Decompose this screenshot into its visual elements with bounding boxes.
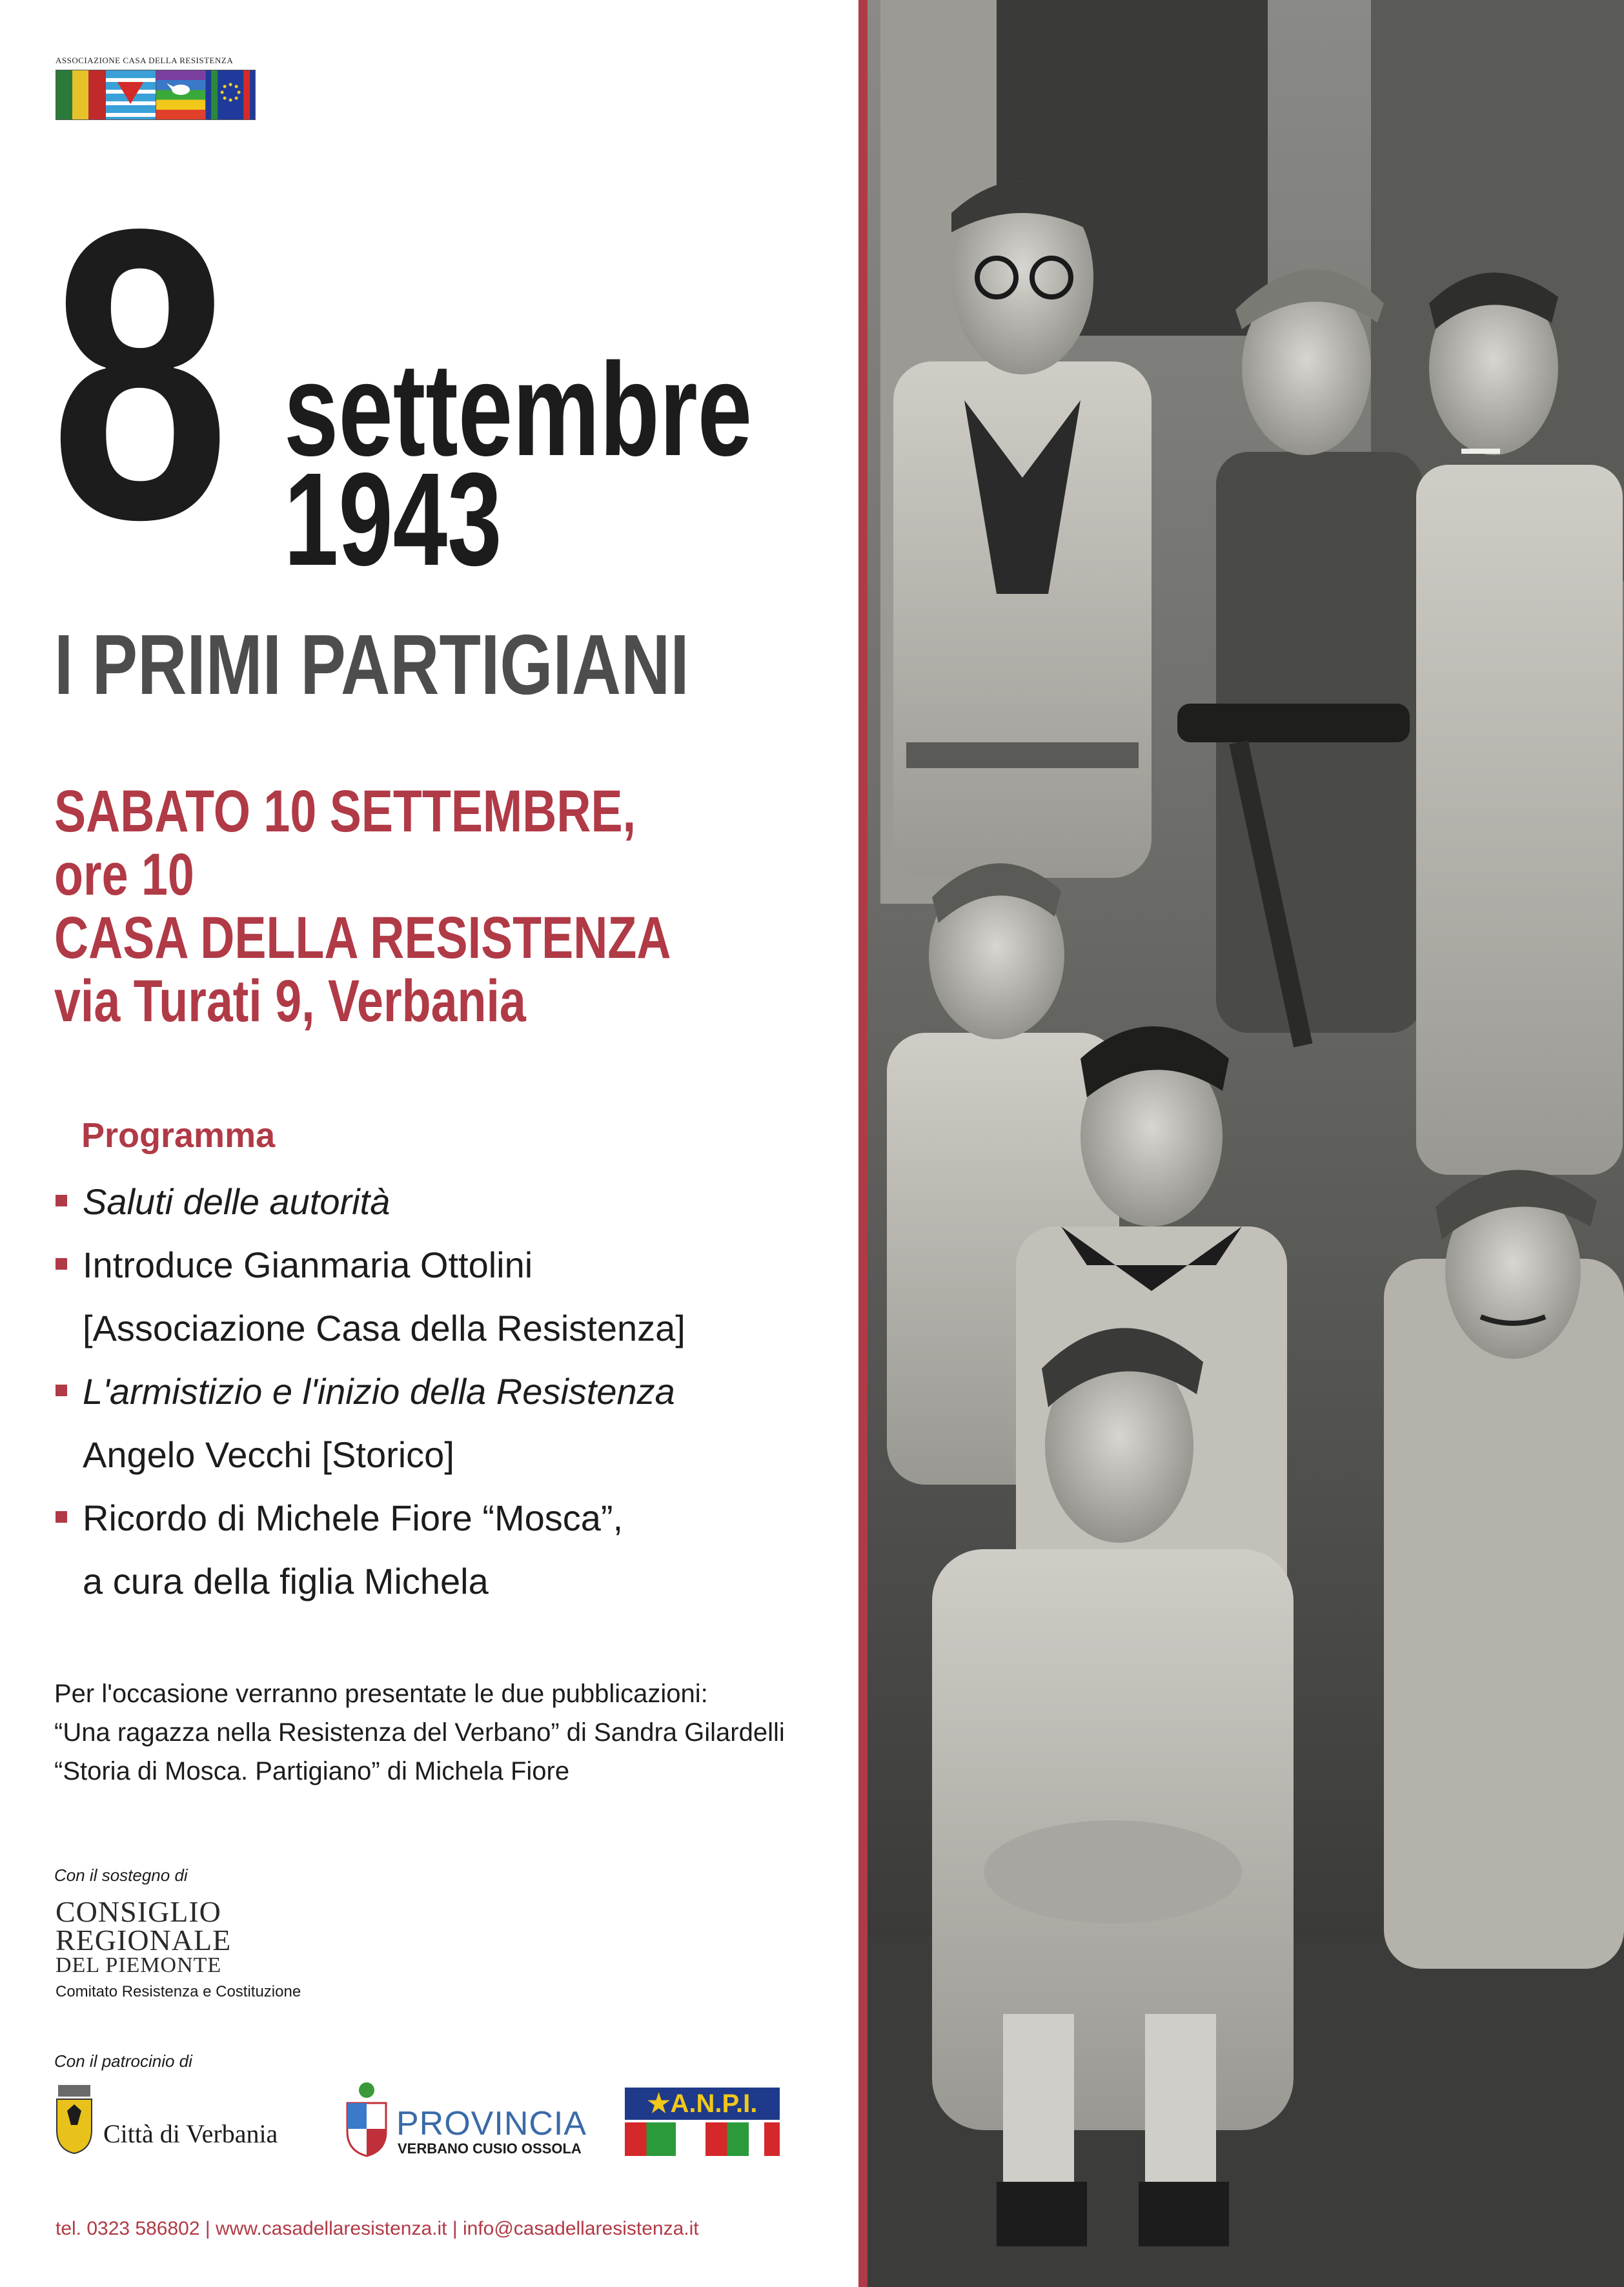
event-venue: CASA DELLA RESISTENZA bbox=[54, 905, 671, 971]
citta-verbania-name: Città di Verbania bbox=[103, 2119, 278, 2148]
program-item bbox=[56, 1245, 533, 1286]
association-name: ASSOCIAZIONE CASA DELLA RESISTENZA bbox=[56, 56, 234, 65]
program-item-text: Saluti delle autorità bbox=[83, 1181, 391, 1222]
association-logo bbox=[56, 56, 256, 128]
program-item-sub: Angelo Vecchi [Storico] bbox=[83, 1434, 454, 1475]
publication-2: “Storia di Mosca. Partigiano” di Michela Fiore bbox=[54, 1757, 570, 1785]
headline-day: 8 bbox=[50, 143, 220, 605]
publications-intro: Per l'occasione verranno presentate le due pubblicazioni: bbox=[54, 1680, 708, 1708]
program-item-text: Introduce Gianmaria Ottolini bbox=[83, 1245, 533, 1285]
flag-blue-white-icon bbox=[106, 70, 156, 119]
consiglio-regionale-logo bbox=[56, 1895, 327, 2001]
consiglio-line-1: CONSIGLIO bbox=[56, 1895, 221, 1928]
program-item-text: L'armistizio e l'inizio della Resistenza bbox=[83, 1371, 675, 1412]
bullet-icon bbox=[56, 1511, 67, 1523]
bullet-icon bbox=[56, 1385, 67, 1396]
anpi-text: A.N.P.I. bbox=[670, 2089, 758, 2118]
headline-month: settembre bbox=[284, 336, 753, 483]
provincia-crest-icon bbox=[342, 2081, 391, 2159]
verbania-crest-icon bbox=[54, 2085, 94, 2155]
anpi-name: ★A.N.P.I. bbox=[625, 2088, 780, 2120]
event-time: ore 10 bbox=[54, 842, 194, 908]
provincia-vco-logo bbox=[342, 2079, 587, 2162]
headline-subtitle: I PRIMI PARTIGIANI bbox=[54, 617, 689, 712]
event-address: via Turati 9, Verbania bbox=[54, 968, 526, 1034]
program-item-sub: a cura della figlia Michela bbox=[83, 1561, 489, 1601]
bullet-icon bbox=[56, 1195, 67, 1206]
program-title: Programma bbox=[81, 1116, 276, 1155]
citta-verbania-logo bbox=[54, 2085, 325, 2156]
program-item bbox=[56, 1371, 675, 1412]
headline-year: 1943 bbox=[284, 445, 502, 593]
program-item bbox=[56, 1181, 390, 1223]
patronage-logos bbox=[54, 2079, 790, 2169]
anpi-flag-icon bbox=[625, 2122, 780, 2156]
program-item bbox=[56, 1498, 623, 1539]
event-date: SABATO 10 SETTEMBRE, bbox=[54, 778, 636, 844]
program-item-text: Ricordo di Michele Fiore “Mosca”, bbox=[83, 1498, 624, 1538]
consiglio-line-3: DEL PIEMONTE bbox=[56, 1953, 222, 1977]
anpi-logo bbox=[625, 2088, 780, 2159]
publication-1: “Una ragazza nella Resistenza del Verbano” di Sandra Gilardelli bbox=[54, 1718, 785, 1747]
patronage-label: Con il patrocinio di bbox=[54, 2051, 192, 2071]
peace-flag-icon bbox=[156, 70, 206, 119]
eu-flag-icon bbox=[206, 70, 255, 119]
program-item-sub: [Associazione Casa della Resistenza] bbox=[83, 1308, 685, 1348]
vertical-divider bbox=[858, 0, 868, 2287]
provincia-name: PROVINCIA bbox=[396, 2105, 587, 2142]
provincia-subtitle: VERBANO CUSIO OSSOLA bbox=[398, 2140, 582, 2157]
association-flags bbox=[56, 70, 256, 120]
flag-green-yellow-red-icon bbox=[56, 70, 106, 119]
consiglio-line-2: REGIONALE bbox=[56, 1924, 232, 1957]
consiglio-subtitle: Comitato Resistenza e Costituzione bbox=[56, 1983, 301, 2000]
support-label: Con il sostegno di bbox=[54, 1865, 188, 1885]
partisans-photo bbox=[868, 0, 1624, 2287]
bullet-icon bbox=[56, 1258, 67, 1270]
footer-contacts: tel. 0323 586802 | www.casadellaresistenza.it | info@casadellaresistenza.it bbox=[56, 2218, 699, 2239]
